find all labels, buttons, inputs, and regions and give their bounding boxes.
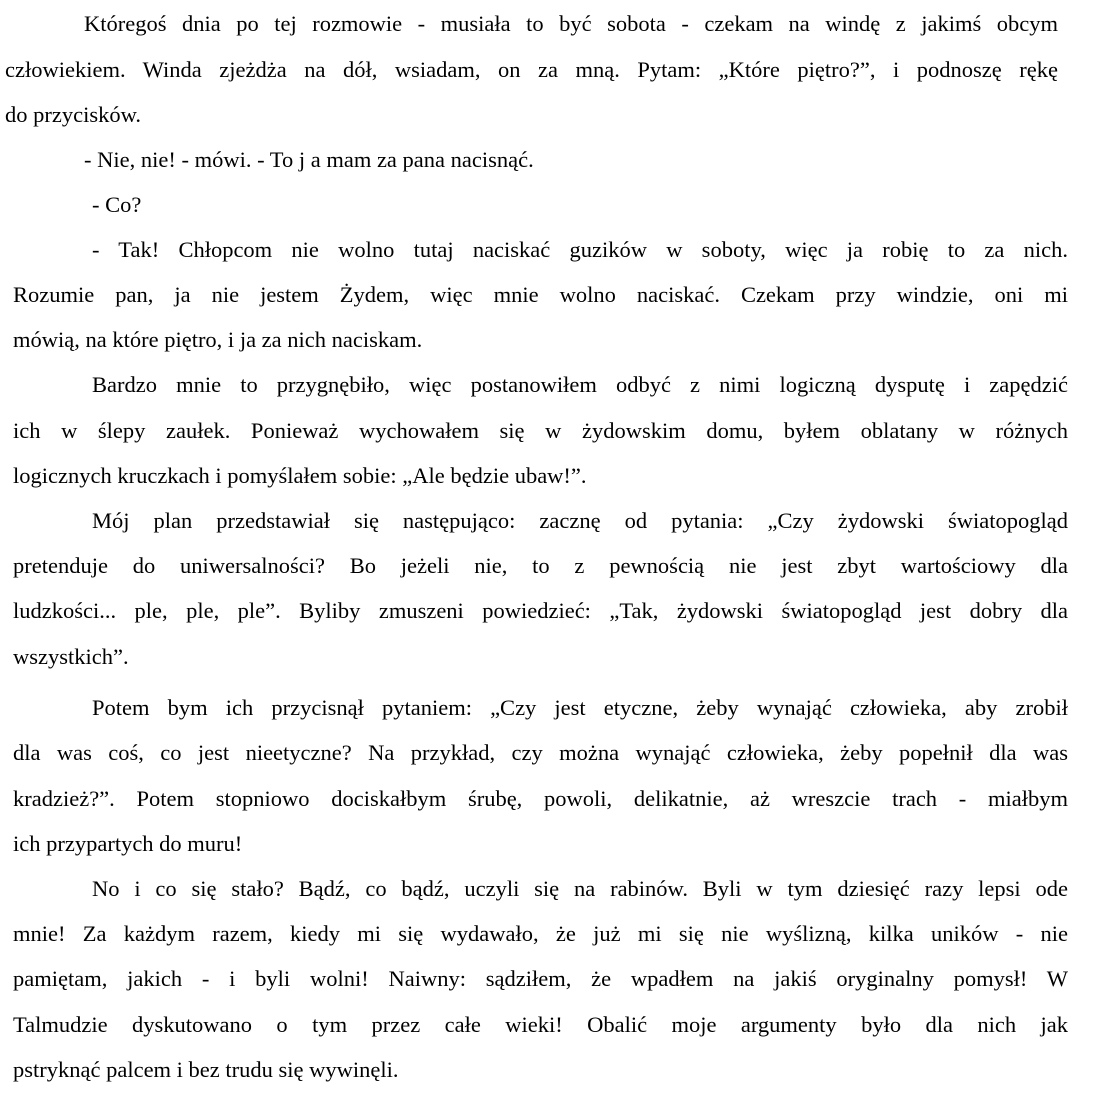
- text-line: No i co się stało? Bądź, co bądź, uczyli się na rabinów. Byli w tym dziesięć razy lepsi ode: [92, 876, 1068, 901]
- text-line: Któregoś dnia po tej rozmowie - musiała to być sobota - czekam na windę z jakimś obcym: [84, 11, 1058, 36]
- text-line: pretenduje do uniwersalności? Bo jeżeli nie, to z pewnością nie jest zbyt wartościowy dla: [13, 553, 1068, 578]
- text-line: Rozumie pan, ja nie jestem Żydem, więc mnie wolno naciskać. Czekam przy windzie, oni mi: [13, 282, 1068, 307]
- text-line: ludzkości... ple, ple, ple”. Byliby zmuszeni powiedzieć: „Tak, żydowski światopogląd jest dobry dla: [13, 598, 1068, 623]
- text-line: - Nie, nie! - mówi. - To j a mam za pana nacisnąć.: [84, 147, 534, 172]
- text-line: - Co?: [92, 192, 142, 217]
- text-line: człowiekiem. Winda zjeżdża na dół, wsiadam, on za mną. Pytam: „Które piętro?”, i podnoszę rękę: [5, 57, 1058, 82]
- text-line: Talmudzie dyskutowano o tym przez całe wieki! Obalić moje argumenty było dla nich jak: [13, 1012, 1068, 1037]
- text-line: pstryknąć palcem i bez trudu się wywinęli.: [13, 1057, 399, 1082]
- text-line: - Tak! Chłopcom nie wolno tutaj naciskać guzików w soboty, więc ja robię to za nich.: [92, 237, 1068, 262]
- text-line: ich w ślepy zaułek. Ponieważ wychowałem się w żydowskim domu, byłem oblatany w różnych: [13, 418, 1068, 443]
- text-line: dla was coś, co jest nieetyczne? Na przykład, czy można wynająć człowieka, żeby popełnił dla was: [13, 740, 1068, 765]
- text-line: pamiętam, jakich - i byli wolni! Naiwny: sądziłem, że wpadłem na jakiś oryginalny pomysł! W: [13, 966, 1068, 991]
- text-line: Mój plan przedstawiał się następująco: zacznę od pytania: „Czy żydowski światopogląd: [92, 508, 1068, 533]
- text-line: Bardzo mnie to przygnębiło, więc postanowiłem odbyć z nimi logiczną dysputę i zapędzić: [92, 372, 1068, 397]
- text-line: wszystkich”.: [13, 644, 129, 669]
- text-line: Potem bym ich przycisnął pytaniem: „Czy jest etyczne, żeby wynająć człowieka, aby zrobił: [92, 695, 1068, 720]
- text-line: mnie! Za każdym razem, kiedy mi się wydawało, że już mi się nie wyślizną, kilka uników - nie: [13, 921, 1068, 946]
- text-line: mówią, na które piętro, i ja za nich naciskam.: [13, 327, 423, 352]
- text-line: ich przypartych do muru!: [13, 831, 243, 856]
- text-line: logicznych kruczkach i pomyślałem sobie: „Ale będzie ubaw!”.: [13, 463, 587, 488]
- text-line: do przycisków.: [5, 102, 142, 127]
- text-line: kradzież?”. Potem stopniowo dociskałbym śrubę, powoli, delikatnie, aż wreszcie trach - miałbym: [13, 786, 1068, 811]
